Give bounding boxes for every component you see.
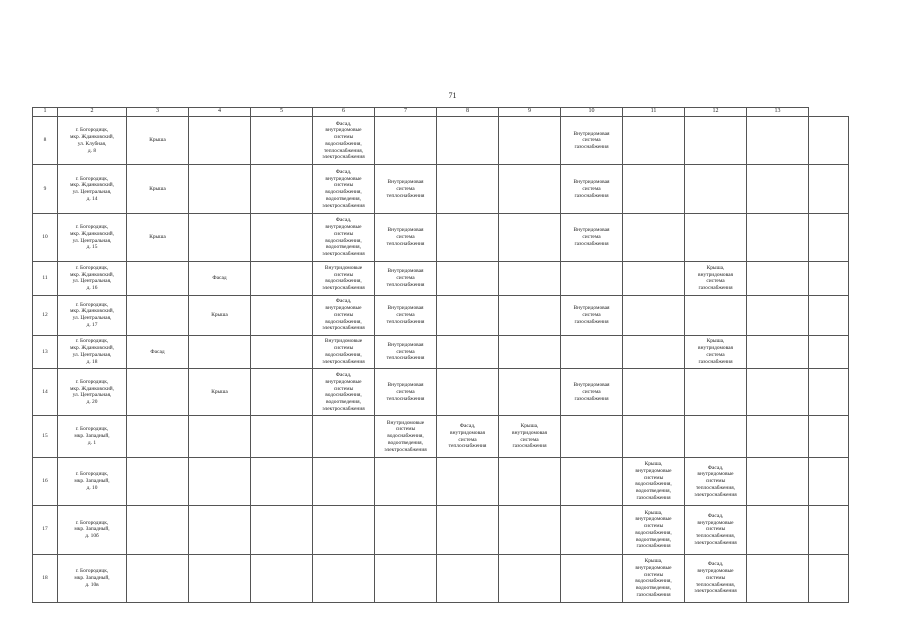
table-row [33, 295, 849, 335]
work-cell [499, 506, 561, 554]
work-cell: Фасад, внутридомовые системы водоснабжения, водоотведения, электроснабжения [313, 369, 375, 416]
row-number: 13 [33, 335, 58, 368]
work-cell [623, 165, 685, 213]
row-number: 12 [33, 295, 58, 335]
work-cell [499, 262, 561, 295]
work-cell [437, 457, 499, 505]
work-cell: Внутридомовая система теплоснабжения [375, 262, 437, 295]
work-cell: Внутридомовая система газоснабжения [561, 213, 623, 261]
work-cell [127, 554, 189, 602]
table-row [33, 506, 849, 554]
work-cell [251, 117, 313, 165]
work-cell [375, 506, 437, 554]
work-cell [251, 165, 313, 213]
work-cell [747, 262, 809, 295]
work-cell [747, 506, 809, 554]
work-cell [561, 457, 623, 505]
table-row [33, 416, 849, 457]
work-cell [809, 335, 849, 368]
work-cell [809, 369, 849, 416]
work-cell [499, 457, 561, 505]
work-cell [251, 506, 313, 554]
header-cell: 11 [623, 108, 685, 117]
work-cell [561, 554, 623, 602]
work-cell: Внутридомовая система газоснабжения [561, 165, 623, 213]
work-cell: Фасад, внутридомовые системы водоснабжения, водоотведения, электроснабжения [313, 165, 375, 213]
work-cell [809, 117, 849, 165]
address-cell: г. Богородицк, мкр. Жданковский, ул. Центральная, д. 16 [58, 262, 127, 295]
work-cell [189, 457, 251, 505]
header-cell: 2 [58, 108, 127, 117]
work-cell [747, 554, 809, 602]
address-cell: г. Богородицк, мкр. Западный, д. 10в [58, 554, 127, 602]
work-cell: Фасад, внутридомовая система теплоснабжения [437, 416, 499, 457]
work-cell: Крыша [189, 369, 251, 416]
work-cell: Внутридомовая система теплоснабжения [375, 295, 437, 335]
work-cell [561, 506, 623, 554]
row-number: 10 [33, 213, 58, 261]
work-cell [127, 416, 189, 457]
work-cell [747, 295, 809, 335]
address-cell: г. Богородицк, мкр. Жданковский, ул. Центральная, д. 17 [58, 295, 127, 335]
work-cell: Внутридомовые системы водоснабжения, водоотведения, электроснабжения [375, 416, 437, 457]
work-cell [623, 213, 685, 261]
work-cell [685, 295, 747, 335]
work-cell [809, 295, 849, 335]
row-number: 9 [33, 165, 58, 213]
table-row [33, 369, 849, 416]
work-cell [809, 165, 849, 213]
work-cell [685, 416, 747, 457]
work-cell [499, 335, 561, 368]
row-number: 16 [33, 457, 58, 505]
work-cell [499, 369, 561, 416]
address-cell: г. Богородицк, мкр. Западный, д. 1 [58, 416, 127, 457]
address-cell: г. Богородицк, мкр. Жданковский, ул. Центральная, д. 14 [58, 165, 127, 213]
address-cell: г. Богородицк, мкр. Жданковский, ул. Центральная, д. 18 [58, 335, 127, 368]
work-cell: Фасад, внутридомовые системы теплоснабжения, электроснабжения [685, 506, 747, 554]
header-cell: 4 [189, 108, 251, 117]
work-cell [809, 506, 849, 554]
work-cell [561, 416, 623, 457]
work-cell: Крыша, внутридомовая система газоснабжения [685, 262, 747, 295]
header-cell: 9 [499, 108, 561, 117]
work-cell: Внутридомовая система теплоснабжения [375, 165, 437, 213]
work-cell [747, 457, 809, 505]
work-cell [375, 554, 437, 602]
header-cell: 7 [375, 108, 437, 117]
address-cell: г. Богородицк, мкр. Жданковский, ул. Центральная, д. 15 [58, 213, 127, 261]
work-cell [251, 262, 313, 295]
work-cell: Крыша, внутридомовая система газоснабжения [499, 416, 561, 457]
work-cell: Крыша [127, 165, 189, 213]
work-cell [809, 416, 849, 457]
header-cell: 1 [33, 108, 58, 117]
work-cell [313, 416, 375, 457]
work-cell [189, 506, 251, 554]
work-cell [251, 295, 313, 335]
work-cell [437, 213, 499, 261]
work-cell [623, 416, 685, 457]
header-cell: 12 [685, 108, 747, 117]
table-row [33, 117, 849, 165]
work-cell [189, 416, 251, 457]
work-cell: Внутридомовая система газоснабжения [561, 117, 623, 165]
work-cell [499, 295, 561, 335]
work-cell [251, 369, 313, 416]
work-cell [375, 457, 437, 505]
work-cell: Крыша, внутридомовая система газоснабжения [685, 335, 747, 368]
work-cell: Крыша, внутридомовые системы водоснабжения, водоотведения, газоснабжения [623, 457, 685, 505]
work-cell: Крыша, внутридомовые системы водоснабжения, водоотведения, газоснабжения [623, 554, 685, 602]
header-cell: 13 [747, 108, 809, 117]
work-cell: Фасад, внутридомовые системы теплоснабжения, электроснабжения [685, 457, 747, 505]
table-row [33, 165, 849, 213]
work-cell [623, 117, 685, 165]
row-number: 8 [33, 117, 58, 165]
work-cell [499, 117, 561, 165]
work-cell [747, 165, 809, 213]
work-cell [375, 117, 437, 165]
work-cell [561, 262, 623, 295]
address-cell: г. Богородицк, мкр. Западный, д. 10 [58, 457, 127, 505]
header-cell: 3 [127, 108, 189, 117]
work-cell [313, 554, 375, 602]
work-cell [437, 369, 499, 416]
work-cell [127, 369, 189, 416]
work-cell [313, 506, 375, 554]
header-cell: 10 [561, 108, 623, 117]
work-cell [127, 295, 189, 335]
table-row [33, 262, 849, 295]
work-cell: Внутридомовые системы водоснабжения, электроснабжения [313, 262, 375, 295]
work-cell: Внутридомовая система теплоснабжения [375, 335, 437, 368]
work-cell [189, 117, 251, 165]
work-cell [809, 457, 849, 505]
work-cell: Фасад, внутридомовые системы теплоснабжения, электроснабжения [685, 554, 747, 602]
row-number: 14 [33, 369, 58, 416]
work-cell [809, 213, 849, 261]
work-cell [127, 262, 189, 295]
row-number: 17 [33, 506, 58, 554]
work-cell [747, 117, 809, 165]
header-cell: 8 [437, 108, 499, 117]
work-cell [189, 213, 251, 261]
work-cell [437, 117, 499, 165]
work-cell [623, 295, 685, 335]
work-cell: Крыша, внутридомовые системы водоснабжения, водоотведения, газоснабжения [623, 506, 685, 554]
work-cell [437, 295, 499, 335]
work-cell [685, 213, 747, 261]
work-cell [499, 554, 561, 602]
work-cell [127, 506, 189, 554]
table-row [33, 554, 849, 602]
row-number: 18 [33, 554, 58, 602]
work-cell [623, 335, 685, 368]
work-cell: Фасад, внутридомовые системы водоснабжения, водоотведения, электроснабжения [313, 213, 375, 261]
work-cell: Внутридомовая система теплоснабжения [375, 369, 437, 416]
work-cell [747, 335, 809, 368]
work-cell [189, 335, 251, 368]
work-cell [747, 213, 809, 261]
address-cell: г. Богородицк, мкр. Жданковский, ул. Центральная, д. 20 [58, 369, 127, 416]
work-cell [623, 369, 685, 416]
work-cell [189, 554, 251, 602]
work-cell [437, 262, 499, 295]
work-cell [685, 165, 747, 213]
work-cell [437, 506, 499, 554]
work-cell [685, 369, 747, 416]
work-cell [747, 369, 809, 416]
header-row [33, 108, 849, 117]
work-cell [809, 554, 849, 602]
work-cell [685, 117, 747, 165]
work-cell [251, 554, 313, 602]
work-cell: Крыша [127, 117, 189, 165]
work-cell [437, 165, 499, 213]
work-cell [127, 457, 189, 505]
address-cell: г. Богородицк, мкр. Жданковский, ул. Клубная, д. 8 [58, 117, 127, 165]
work-cell: Фасад, внутридомовые системы водоснабжения, электроснабжения [313, 295, 375, 335]
table-row [33, 457, 849, 505]
work-cell: Фасад [189, 262, 251, 295]
work-cell [747, 416, 809, 457]
repair-schedule-table [32, 107, 849, 603]
work-cell: Крыша [189, 295, 251, 335]
work-cell [561, 335, 623, 368]
page-number: 71 [448, 91, 457, 100]
header-cell: 6 [313, 108, 375, 117]
work-cell: Фасад, внутридомовые системы водоснабжения, теплоснабжения, электроснабжения [313, 117, 375, 165]
work-cell: Внутридомовые системы водоснабжения, электроснабжения [313, 335, 375, 368]
table-row [33, 213, 849, 261]
header-cell: 5 [251, 108, 313, 117]
work-cell: Внутридомовая система теплоснабжения [375, 213, 437, 261]
table-row [33, 335, 849, 368]
work-cell [499, 213, 561, 261]
work-cell [809, 262, 849, 295]
work-cell: Внутридомовая система газоснабжения [561, 295, 623, 335]
work-cell [189, 165, 251, 213]
work-cell: Крыша [127, 213, 189, 261]
work-cell [251, 213, 313, 261]
address-cell: г. Богородицк, мкр. Западный, д. 10б [58, 506, 127, 554]
work-cell [313, 457, 375, 505]
work-cell [623, 262, 685, 295]
row-number: 11 [33, 262, 58, 295]
work-cell [251, 457, 313, 505]
row-number: 15 [33, 416, 58, 457]
work-cell [251, 335, 313, 368]
work-cell: Фасад [127, 335, 189, 368]
work-cell [251, 416, 313, 457]
work-cell [437, 335, 499, 368]
work-cell: Внутридомовая система газоснабжения [561, 369, 623, 416]
work-cell [499, 165, 561, 213]
work-cell [437, 554, 499, 602]
